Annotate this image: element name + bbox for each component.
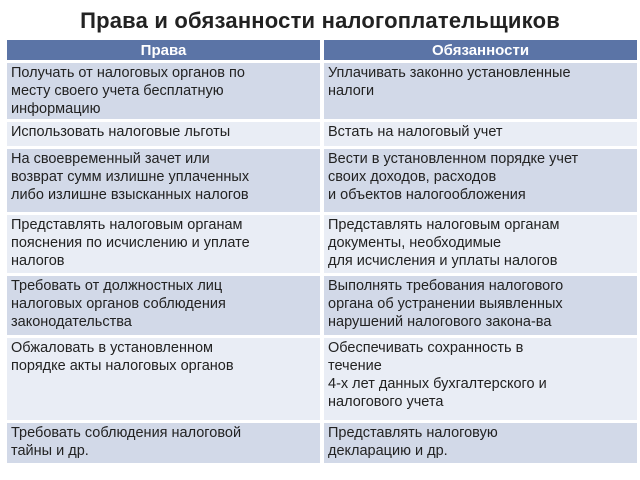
cell-text-line: возврат сумм излишне уплаченных	[11, 169, 250, 185]
cell-text-line: На своевременный зачет или	[11, 151, 210, 167]
cell-text-line: пояснения по исчислению и уплате	[11, 235, 250, 251]
cell-text-line: либо излишне взысканных налогов	[11, 187, 249, 203]
cell-text-line: налоги	[328, 83, 375, 99]
cell-text-line: Выполнять требования налогового	[328, 278, 564, 294]
cell-text-line: Вести в установленном порядке учет	[328, 151, 579, 167]
table-row	[7, 215, 637, 273]
cell-text-line: налогов	[11, 253, 65, 269]
cell-text-line: Получать от налоговых органов по	[11, 65, 245, 81]
cell-text-line: информацию	[11, 101, 101, 117]
cell-right	[7, 63, 320, 119]
table-row	[7, 423, 637, 463]
cell-right	[7, 215, 320, 273]
header-rights: Права	[7, 40, 320, 60]
header-duties: Обязанности	[324, 40, 637, 60]
cell-text-line: своих доходов, расходов	[328, 169, 497, 185]
table-header-row	[7, 40, 637, 60]
cell-text-line: Обжаловать в установленном	[11, 340, 214, 356]
cell-text-line: законодательства	[11, 314, 132, 330]
table-row	[7, 63, 637, 119]
cell-text-line: течение	[328, 358, 382, 374]
cell-text-line: Использовать налоговые льготы	[11, 124, 231, 140]
cell-duty	[324, 215, 637, 273]
table-body	[7, 63, 637, 463]
cell-text-line: Представлять налоговым органам	[11, 217, 243, 233]
cell-right	[7, 149, 320, 212]
cell-text-line: Представлять налоговым органам	[328, 217, 560, 233]
rights-duties-table	[3, 37, 640, 466]
table-row	[7, 122, 637, 146]
cell-right	[7, 423, 320, 463]
cell-duty	[324, 122, 637, 146]
cell-text-line: Представлять налоговую	[328, 425, 498, 441]
cell-text-line: порядке акты налоговых органов	[11, 358, 234, 374]
cell-text-line: Встать на налоговый учет	[328, 124, 503, 140]
cell-duty	[324, 63, 637, 119]
table-row	[7, 338, 637, 420]
cell-text-line: и объектов налогообложения	[328, 187, 526, 203]
cell-text-line: органа об устранении выявленных	[328, 296, 563, 312]
cell-text-line: тайны и др.	[11, 443, 89, 459]
page-title: Права и обязанности налогоплательщиков	[80, 8, 560, 33]
cell-text-line: декларацию и др.	[328, 443, 448, 459]
cell-right	[7, 338, 320, 420]
table-row	[7, 149, 637, 212]
cell-text-line: 4-х лет данных бухгалтерского и	[328, 376, 547, 392]
table-row	[7, 276, 637, 335]
cell-text-line: налоговых органов соблюдения	[11, 296, 226, 312]
cell-text-line: месту своего учета бесплатную	[11, 83, 224, 99]
cell-right	[7, 122, 320, 146]
cell-text-line: для исчисления и уплаты налогов	[328, 253, 558, 269]
cell-right	[7, 276, 320, 335]
cell-duty	[324, 423, 637, 463]
cell-text-line: нарушений налогового закона-ва	[328, 314, 552, 330]
cell-text-line: Обеспечивать сохранность в	[328, 340, 524, 356]
cell-text-line: налогового учета	[328, 394, 444, 410]
cell-duty	[324, 276, 637, 335]
cell-duty	[324, 338, 637, 420]
cell-duty	[324, 149, 637, 212]
cell-text-line: Требовать от должностных лиц	[11, 278, 223, 294]
cell-text-line: Требовать соблюдения налоговой	[11, 425, 242, 441]
cell-text-line: документы, необходимые	[328, 235, 502, 251]
cell-text-line: Уплачивать законно установленные	[328, 65, 571, 81]
